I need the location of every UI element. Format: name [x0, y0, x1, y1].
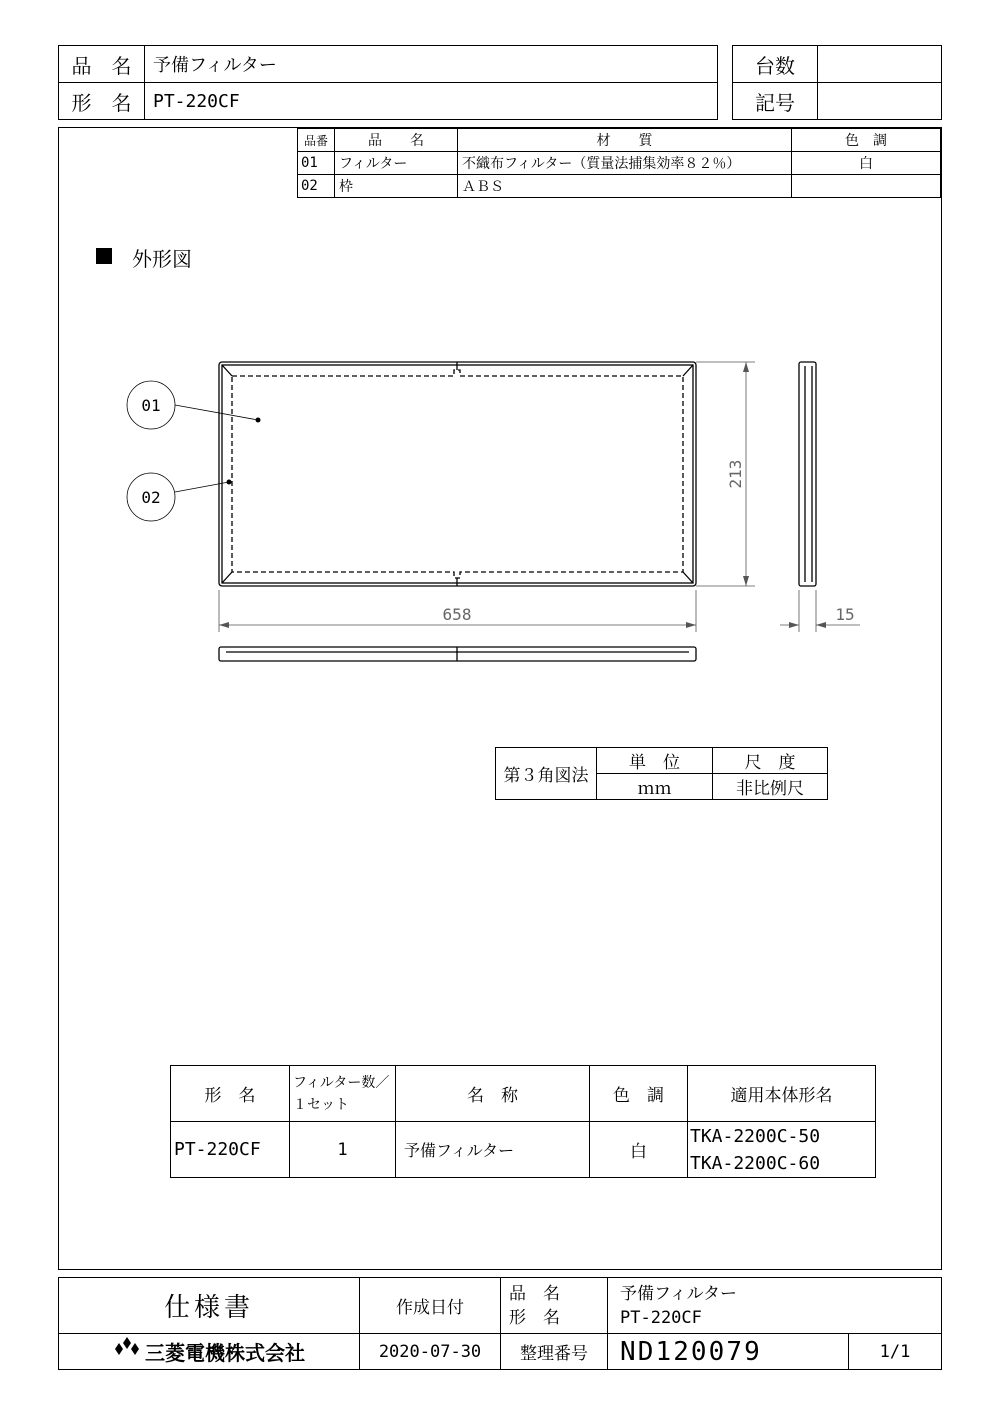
- mitsubishi-logo-icon: [113, 1337, 141, 1366]
- parts-name: 枠: [335, 175, 458, 198]
- parts-color: 白: [792, 152, 941, 175]
- parts-name: フィルター: [335, 152, 458, 175]
- spec-header-count: フィルター数／１セット: [290, 1066, 396, 1122]
- footer-name-label: 品 名: [509, 1283, 560, 1304]
- spec-row: [171, 1122, 876, 1178]
- projection-method: 第３角図法: [496, 748, 597, 800]
- header-model-value: PT-220CF: [145, 83, 718, 120]
- footer-model-value: PT-220CF: [620, 1307, 702, 1328]
- parts-no: 02: [298, 175, 335, 198]
- unit-label: 単 位: [597, 748, 713, 774]
- header-name-value: 予備フィルター: [145, 46, 718, 83]
- sign-label: 記号: [733, 83, 818, 120]
- number-value: ND120079: [608, 1334, 849, 1370]
- spec-color: 白: [590, 1122, 688, 1178]
- callout-02-label: 02: [141, 488, 161, 507]
- parts-header-no: 品番: [298, 129, 335, 152]
- footer-name-model-values: [608, 1278, 942, 1334]
- spec-applicable: [688, 1122, 876, 1178]
- footer-name-value: 予備フィルター: [620, 1283, 737, 1304]
- date-value: 2020-07-30: [360, 1334, 501, 1370]
- scale-value: 非比例尺: [713, 774, 828, 800]
- company-name: 三菱電機株式会社: [145, 1341, 305, 1365]
- spec-table: [170, 1065, 876, 1178]
- spec-header-model: 形 名: [171, 1066, 290, 1122]
- page-number: 1/1: [849, 1334, 942, 1370]
- scale-label: 尺 度: [713, 748, 828, 774]
- header-model-label: 形 名: [59, 83, 145, 120]
- header-name-label: 品 名: [59, 46, 145, 83]
- date-label: 作成日付: [360, 1278, 501, 1334]
- parts-header-name: 品 名: [335, 129, 458, 152]
- spec-applicable-1: TKA-2200C-50: [690, 1125, 821, 1147]
- unit-value: ｍｍ: [597, 774, 713, 800]
- footer-name-model-labels: [501, 1278, 608, 1334]
- parts-material: 不織布フィルター（質量法捕集効率８２％）: [458, 152, 792, 175]
- spec-header-color: 色 調: [590, 1066, 688, 1122]
- dim-width-label: 658: [442, 605, 472, 624]
- parts-header-color: 色 調: [792, 129, 941, 152]
- spec-header-applicable: 適用本体形名: [688, 1066, 876, 1122]
- filter-dashed-outline: [232, 370, 683, 578]
- parts-no: 01: [298, 152, 335, 175]
- company-cell: [59, 1334, 360, 1370]
- qty-label: 台数: [733, 46, 818, 83]
- footer-model-label: 形 名: [509, 1307, 560, 1328]
- parts-header-material: 材 質: [458, 129, 792, 152]
- dim-height-label: 213: [726, 459, 745, 489]
- projection-table: [495, 747, 828, 800]
- number-label: 整理番号: [501, 1334, 608, 1370]
- spec-header-name: 名 称: [396, 1066, 590, 1122]
- footer-table: [58, 1277, 942, 1370]
- spec-model: PT-220CF: [171, 1122, 290, 1178]
- parts-material: ＡＢＳ: [458, 175, 792, 198]
- doc-type: 仕様書: [59, 1278, 360, 1334]
- spec-count: 1: [290, 1122, 396, 1178]
- frame-outer: [219, 362, 696, 586]
- spec-applicable-2: TKA-2200C-60: [690, 1152, 821, 1174]
- dim-depth-label: 15: [835, 605, 855, 624]
- section-title: 外形図: [132, 247, 192, 271]
- spec-name: 予備フィルター: [396, 1122, 590, 1178]
- callout-01-label: 01: [141, 396, 161, 415]
- side-view: [799, 362, 816, 586]
- frame-inner: [222, 365, 693, 583]
